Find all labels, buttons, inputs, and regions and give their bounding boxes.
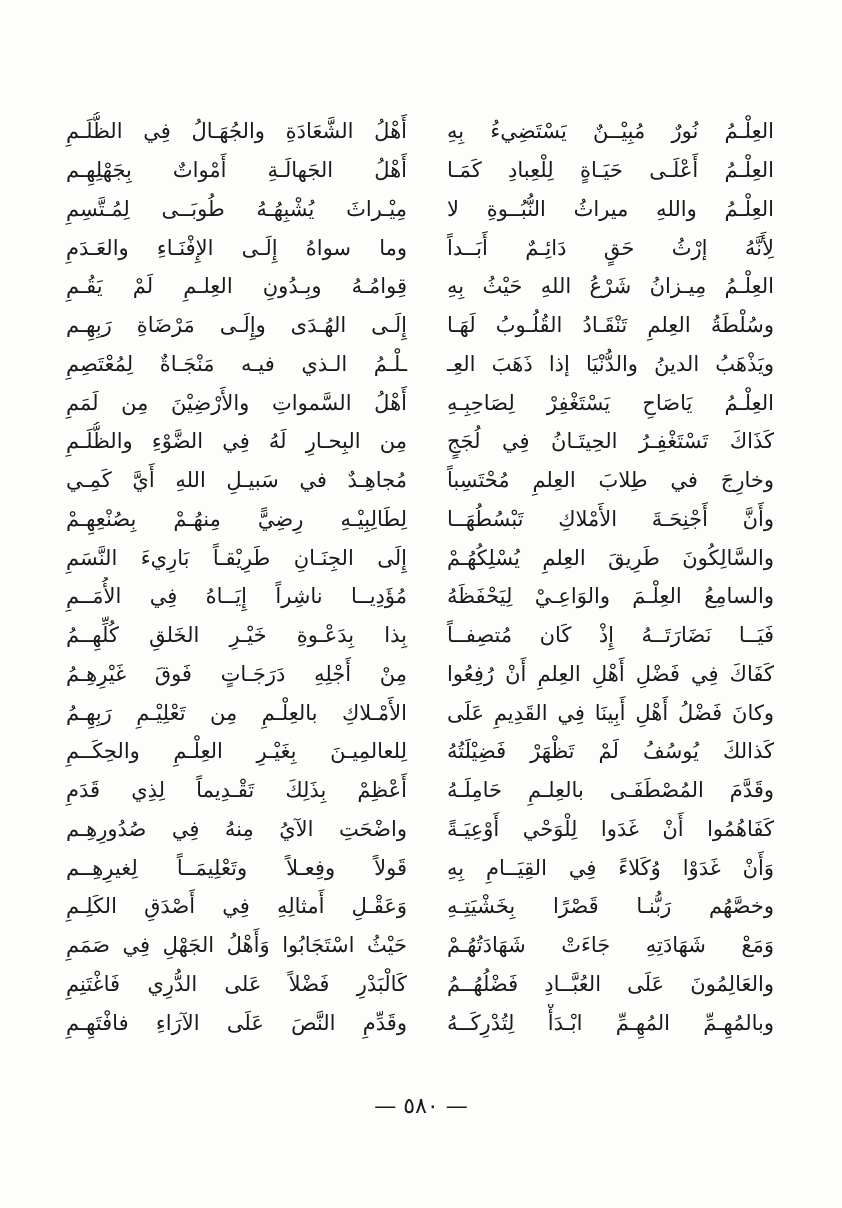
- second-hemistich: ـلْـمُ الـذي فيـه مَنْجَـاةٌ لِمُعْتَصِمِ: [66, 351, 407, 376]
- poem-body: [60, 112, 782, 1092]
- first-hemistich: والعَالِمُونَ عَلَى العُبَّــادِ فَضْلُهُــمُ: [447, 971, 774, 996]
- first-hemistich: والسَّالِكُونَ طَرِيقَ العِلمِ يُسْلِكُهُـمْ: [447, 545, 774, 570]
- first-hemistich: وأَنَّ أَجْنِحَـةَ الأَمْلاكِ تَبْسُطُهَــا: [447, 506, 774, 531]
- first-hemistich: كَذالكَ يُوسُفُ لَمْ تَظْهَرْ فَضِيْلَتُهُ: [447, 739, 774, 764]
- first-hemistich: فَيَــا نَضَارَتَــهُ إِذْ كَان مُتصِفــاً: [447, 623, 774, 648]
- verse-line: [60, 1003, 782, 1042]
- second-hemistich: الأَمْـلاكِ بالعِلْـمِ مِن تَعْلِيْـمِ رَبِهِـمُ: [66, 700, 407, 725]
- second-hemistich: مُؤَدِيــا ناشِراً إِيَــاهُ فِي الأُمَــمِ: [66, 584, 407, 609]
- second-hemistich: أَهْلُ السَّمواتِ والأَرْضِيْنَ مِن لَمَمِ: [66, 390, 407, 415]
- first-hemistich: وخارِجَ في طِلابَ العِلمِ مُحْتَسِباً: [447, 468, 774, 493]
- page-number: — ٥٨٠ —: [374, 1094, 468, 1119]
- verse-line: [60, 616, 782, 655]
- verse-line: [60, 732, 782, 771]
- verse-line: [60, 655, 782, 694]
- second-hemistich: كَالْبَدْرِ فَضْلاً عَلى الدُّرِي فَاغْتَنِمِ: [66, 971, 407, 996]
- first-hemistich: والسامِعُ العِلْـمَ والوَاعِـيْ لِيَحْفَظَهُ: [447, 584, 774, 609]
- verse-line: [60, 461, 782, 500]
- second-hemistich: وقَدِّمِ النَّصَ عَلَى الآرَاءِ فافْتَهِـمِ: [66, 1010, 407, 1035]
- second-hemistich: مِنْ أَجْلِهِ دَرَجَـاتٍ فَوقَ غَيْرِهِـمُ: [66, 661, 407, 686]
- first-hemistich: العِلْـمُ يَاصَاحِ يَسْتَغْفِرْ لِصَاحِبِـهِ: [447, 390, 774, 415]
- verse-line: [60, 112, 782, 151]
- first-hemistich: وكانَ فَضْلُ أَهْلِ أَبِينَا فِي القَدِيمِ عَلَى: [447, 700, 774, 725]
- first-hemistich: لِأَنَّهُ إرْثُ حَقٍ دَائِـمٌ أَبَــداً: [447, 235, 774, 260]
- first-hemistich: العِلْـمُ أَعْلَـى حَيَـاةٍ لِلْعِبادِ كَمَـا: [447, 158, 774, 183]
- second-hemistich: وما سواهُ إِلَـى الإِفْنَـاءِ والعَـدَمِ: [66, 235, 407, 260]
- verse-line: [60, 693, 782, 732]
- second-hemistich: مِن البِحـارِ لَهُ فِي الضَّوْءِ والظُّلَـمِ: [66, 429, 407, 454]
- verse-line: [60, 151, 782, 190]
- first-hemistich: كَذَاكَ تَسْتَغْفِـرُ الحِيتَـانُ فِي لُجَجٍ: [447, 429, 774, 454]
- first-hemistich: كَفَاكَ فِي فَضْلِ أَهْلِ العِلمِ أَنْ رُفِعُوا: [447, 661, 774, 686]
- verse-line: [60, 848, 782, 887]
- second-hemistich: مِيْـراثَ يُشْبِهُـهُ طُوبَــى لِمُـتَّسِمِ: [66, 196, 407, 221]
- second-hemistich: أَهْلُ الشَّعَادَةِ والجُهَـالُ فِي الظُّلَـمِ: [66, 119, 407, 144]
- first-hemistich: وَأَنْ غَدَوْا وُكَلاءً فِي القِيَــامِ بِهِ: [447, 855, 774, 880]
- second-hemistich: أَهْلُ الجَهالَـةِ أَمْواتٌ بِجَهْلِهِـم: [66, 158, 407, 183]
- first-hemistich: كَفَاهُمُوا أَنْ غَدَوا لِلْوَحْي أَوْعِيَـةً: [447, 816, 774, 841]
- second-hemistich: قِوامُـهُ وبِـدُونِ العِلـمِ لَمْ يَقُـمِ: [66, 274, 407, 299]
- verse-line: [60, 887, 782, 926]
- first-hemistich: وسُلْطَةُ العِلمِ تَنْقَـادُ القُلُـوبُ لَهَـا: [447, 313, 774, 338]
- second-hemistich: إِلَـى الهُـدَى وإِلَـى مَرْضَاةِ رَبِهِـم: [66, 313, 407, 338]
- first-hemistich: العِلْـمُ واللهِ ميراثُ النُّبُــوةِ لا: [447, 196, 774, 221]
- verse-line: [60, 577, 782, 616]
- verse-line: [60, 228, 782, 267]
- second-hemistich: قَولاً وفِعـلاً وتَعْلِيمَــاً لِغيرِهِــم: [66, 855, 407, 880]
- second-hemistich: واضْحَتِ الآيُ مِنهُ فِي صُدُورِهِـم: [66, 816, 407, 841]
- first-hemistich: وخصَّهُم رَبُّنـا قَصْرًا بِخَشْيَتِـهِ: [447, 894, 774, 919]
- second-hemistich: لِطَالِبِيْـهِ رِضِيًّ مِنهُـمْ بِصُنْعِهِـمْ: [66, 506, 407, 531]
- verse-line: [60, 810, 782, 849]
- first-hemistich: وَمَعْ شَهَادَتِهِ جَاءَتْ شَهَادَتُهُـمْ: [447, 933, 774, 958]
- verse-line: [60, 267, 782, 306]
- first-hemistich: وبالمُهِـمِّ المُهِـمِّ ابْـدَأْ لِتُدْرِكَــهُ: [447, 1010, 774, 1035]
- second-hemistich: وَعَقْـلِ أَمثالِهِ فِي أَصْدَقِ الكَلِـمِ: [66, 894, 407, 919]
- second-hemistich: إِلَى الجِنَـانِ طَرِيْقـاً بَارِيءَ النَّسَمِ: [66, 545, 407, 570]
- second-hemistich: بِذا بِدَعْـوةِ خَيْـرِ الخَلقِ كُلِّهِــمُ: [66, 623, 407, 648]
- verse-line: [60, 422, 782, 461]
- second-hemistich: حَيْثُ اسْتَجَابُوا وَأَهْلُ الجَهْلِ فِي صَمَمِ: [66, 933, 407, 958]
- first-hemistich: العِلْـمُ نُورٌ مُبِيْــنٌ يَسْتَضِيءُ بِهِ: [447, 119, 774, 144]
- second-hemistich: مُجاهِـدٌ في سَبيـلِ اللهِ أَيَّ كَمِـي: [66, 468, 407, 493]
- verse-line: [60, 383, 782, 422]
- first-hemistich: العِلْـمُ مِيـزانُ شَرْعُ اللهِ حَيْثُ بِهِ: [447, 274, 774, 299]
- first-hemistich: وقَدَّمَ المُصْطَفَـى بالعِلـمِ حَامِلَـهُ: [447, 778, 774, 803]
- verse-line: [60, 306, 782, 345]
- verse-line: [60, 345, 782, 384]
- verse-line: [60, 926, 782, 965]
- verse-line: [60, 538, 782, 577]
- verse-line: [60, 500, 782, 539]
- verse-line: [60, 190, 782, 229]
- verse-line: [60, 771, 782, 810]
- verse-line: [60, 965, 782, 1004]
- second-hemistich: أَعْظِمْ بِذَلِكَ تَقْـدِيماً لِذِي قَدَمِ: [66, 778, 407, 803]
- first-hemistich: ويَذْهَبُ الدينُ والدُّنْيَا إذا ذَهَبَ العِـ: [447, 351, 774, 376]
- second-hemistich: لِلعالمِيـنَ بِغَيْـرِ العِلْـمِ والحِكَــمِ: [66, 739, 407, 764]
